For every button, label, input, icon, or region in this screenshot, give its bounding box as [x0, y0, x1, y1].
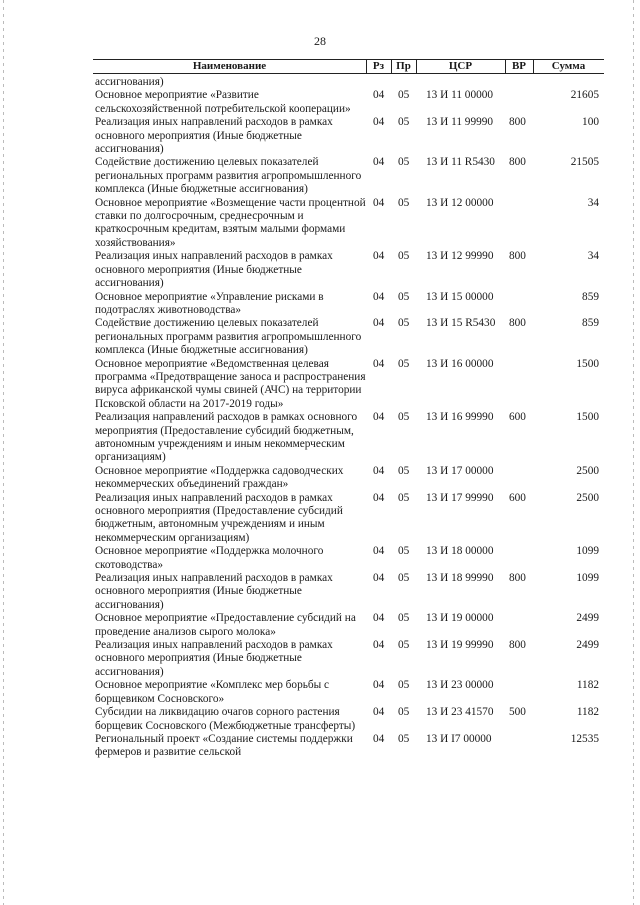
cell-pr: 05 — [398, 196, 410, 209]
cell-sum: 21605 — [570, 89, 599, 102]
cell-name: Реализация направлений расходов в рамках основного мероприятия (Предоставление субсидий бюджетным, автономным учреждениям и иным некоммерческим организациям) — [95, 411, 358, 464]
cell-pr: 05 — [398, 679, 410, 692]
scan-edge-right — [633, 0, 634, 905]
cell-name: Основное мероприятие «Возмещение части процентной ставки по долгосрочным, среднесрочным и краткосрочным кредитам, взятым малыми формами хозяйствования» — [95, 196, 366, 249]
cell-sum: 2499 — [576, 639, 599, 652]
cell-vr: 800 — [509, 250, 526, 263]
cell-vr: 800 — [509, 116, 526, 129]
table-row — [93, 291, 608, 318]
cell-rz: 04 — [373, 732, 385, 745]
cell-pr: 05 — [398, 545, 410, 558]
table-row — [93, 706, 608, 733]
cell-pr: 05 — [398, 464, 410, 477]
cell-name: Основное мероприятие «Управление рисками в подотраслях животноводства» — [95, 290, 324, 316]
cell-name: Содействие достижению целевых показателей региональных программ развития агропромышленного комплекса (Иные бюджетные ассигнования) — [95, 317, 362, 357]
cell-sum: 21505 — [570, 156, 599, 169]
cell-csr: 13 И 19 00000 — [426, 612, 494, 625]
cell-rz: 04 — [373, 639, 385, 652]
cell-csr: 13 И 12 99990 — [426, 250, 494, 263]
cell-vr: 800 — [509, 572, 526, 585]
cell-vr: 500 — [509, 706, 526, 719]
cell-csr: 13 И 16 99990 — [426, 411, 494, 424]
cell-pr: 05 — [398, 357, 410, 370]
cell-sum: 1500 — [576, 357, 599, 370]
cell-csr: 13 И 18 99990 — [426, 572, 494, 585]
cell-csr: 13 И 17 00000 — [426, 464, 494, 477]
table-row — [93, 572, 608, 612]
header-name: Наименование — [192, 60, 267, 72]
scan-edge-left — [3, 0, 4, 905]
table-row — [93, 679, 608, 706]
cell-sum: 100 — [582, 116, 599, 129]
cell-pr: 05 — [398, 732, 410, 745]
cell-name: Реализация иных направлений расходов в рамках основного мероприятия (Иные бюджетные ассигнования) — [95, 572, 333, 611]
cell-rz: 04 — [373, 89, 385, 102]
cell-sum: 2500 — [576, 491, 599, 504]
cell-rz: 04 — [373, 491, 385, 504]
cell-sum: 1182 — [576, 679, 599, 692]
cell-pr: 05 — [398, 572, 410, 585]
cell-csr: 13 И 23 41570 — [426, 706, 494, 719]
cell-rz: 04 — [373, 706, 385, 719]
cell-name: Реализация иных направлений расходов в рамках основного мероприятия (Иные бюджетные ассигнования) — [95, 116, 333, 156]
cell-name: Реализация иных направлений расходов в рамках основного мероприятия (Иные бюджетные ассигнования) — [95, 250, 333, 290]
cell-rz: 04 — [373, 317, 385, 330]
cell-name: Основное мероприятие «Ведомственная целевая программа «Предотвращение заноса и распространения вируса африканской чумы свиней (АЧС) на территории Псковской области на 2017-2019 годы» — [95, 357, 366, 410]
cell-pr: 05 — [398, 290, 410, 303]
cell-csr: 13 И 18 00000 — [426, 545, 494, 558]
cell-csr: 13 И 23 00000 — [426, 679, 494, 692]
cell-sum: 1099 — [576, 545, 599, 558]
cell-name: Региональный проект «Создание системы поддержки фермеров и развитие сельской — [95, 732, 353, 759]
cell-csr: 13 И 15 00000 — [426, 290, 494, 303]
table-row — [93, 116, 608, 156]
cell-pr: 05 — [398, 411, 410, 424]
table-row — [93, 156, 608, 196]
cell-pr: 05 — [398, 706, 410, 719]
table-row — [93, 358, 608, 412]
table-row — [93, 411, 608, 465]
cell-name: Основное мероприятие «Поддержка садоводческих некоммерческих объединений граждан» — [95, 464, 344, 491]
table-row — [93, 250, 608, 290]
cell-name: Субсидии на ликвидацию очагов сорного растения борщевик Сосновского (Межбюджетные трансферты) — [95, 706, 356, 732]
cell-pr: 05 — [398, 250, 410, 263]
cell-name: Реализация иных направлений расходов в рамках основного мероприятия (Предоставление субсидий бюджетным, автономным учреждениям и иным некоммерческим организациям) — [95, 491, 343, 544]
cell-csr: 13 И 11 00000 — [426, 89, 494, 102]
cell-rz: 04 — [373, 464, 385, 477]
cell-rz: 04 — [373, 290, 385, 303]
cell-vr: 600 — [509, 491, 526, 504]
table-row — [93, 465, 608, 492]
cell-rz: 04 — [373, 411, 385, 424]
cell-vr: 800 — [509, 156, 526, 169]
table-row — [93, 317, 608, 357]
cell-name: Реализация иных направлений расходов в рамках основного мероприятия (Иные бюджетные ассигнования) — [95, 639, 333, 678]
cell-vr: 800 — [509, 639, 526, 652]
cell-vr: 600 — [509, 411, 526, 424]
cell-sum: 34 — [587, 250, 599, 263]
cell-csr: 13 И 11 99990 — [426, 116, 494, 129]
cell-pr: 05 — [398, 156, 410, 169]
header-csr: ЦСР — [448, 60, 473, 72]
header-rz: Рз — [372, 60, 385, 72]
table-row — [93, 639, 608, 679]
cell-rz: 04 — [373, 196, 385, 209]
table-row — [93, 197, 608, 251]
header-pr: Пр — [396, 60, 411, 72]
cell-rz: 04 — [373, 572, 385, 585]
table-row — [93, 492, 608, 546]
cell-sum: 859 — [582, 317, 599, 330]
cell-rz: 04 — [373, 250, 385, 263]
cell-csr: 13 И 15 R5430 — [426, 317, 496, 330]
cell-pr: 05 — [398, 89, 410, 102]
cell-sum: 859 — [582, 290, 599, 303]
cell-csr: 13 И 17 99990 — [426, 491, 494, 504]
page-number: 28 — [314, 34, 326, 48]
cell-rz: 04 — [373, 357, 385, 370]
cell-pr: 05 — [398, 317, 410, 330]
cell-sum: 1099 — [576, 572, 599, 585]
table-body — [93, 76, 608, 760]
cell-sum: 34 — [587, 196, 599, 209]
cell-pr: 05 — [398, 116, 410, 129]
cell-vr: 800 — [509, 317, 526, 330]
cell-name: Основное мероприятие «Предоставление субсидий на проведение анализов сырого молока» — [95, 612, 356, 638]
cell-sum: 1182 — [576, 706, 599, 719]
cell-pr: 05 — [398, 612, 410, 625]
table-row — [93, 612, 608, 639]
cell-csr: 13 И 12 00000 — [426, 196, 494, 209]
cell-csr: 13 И I7 00000 — [426, 732, 492, 745]
table-header — [93, 59, 604, 74]
cell-sum: 2499 — [576, 612, 599, 625]
cell-name: Основное мероприятие «Комплекс мер борьбы с борщевиком Сосновского» — [95, 679, 330, 705]
header-bottom-rule — [93, 73, 604, 74]
cell-csr: 13 И 19 99990 — [426, 639, 494, 652]
cell-rz: 04 — [373, 679, 385, 692]
cell-csr: 13 И 16 00000 — [426, 357, 494, 370]
table-row — [93, 76, 608, 89]
cell-sum: 1500 — [576, 411, 599, 424]
cell-pr: 05 — [398, 491, 410, 504]
cell-name: Основное мероприятие «Развитие сельскохозяйственной потребительской кооперации» — [95, 89, 351, 115]
cell-rz: 04 — [373, 116, 385, 129]
table-row — [93, 545, 608, 572]
cell-rz: 04 — [373, 156, 385, 169]
table-row — [93, 89, 608, 116]
cell-name: Основное мероприятие «Поддержка молочного скотоводства» — [95, 545, 324, 571]
cell-name: Содействие достижению целевых показателей региональных программ развития агропромышленного комплекса (Иные бюджетные ассигнования) — [95, 156, 362, 196]
cell-csr: 13 И 11 R5430 — [426, 156, 495, 169]
cell-rz: 04 — [373, 612, 385, 625]
cell-rz: 04 — [373, 545, 385, 558]
cell-name: ассигнования) — [95, 76, 164, 88]
cell-sum: 12535 — [570, 732, 599, 745]
header-sum: Сумма — [551, 60, 586, 72]
table-row — [93, 733, 608, 760]
cell-sum: 2500 — [576, 464, 599, 477]
header-vr: ВР — [511, 60, 527, 72]
cell-pr: 05 — [398, 639, 410, 652]
